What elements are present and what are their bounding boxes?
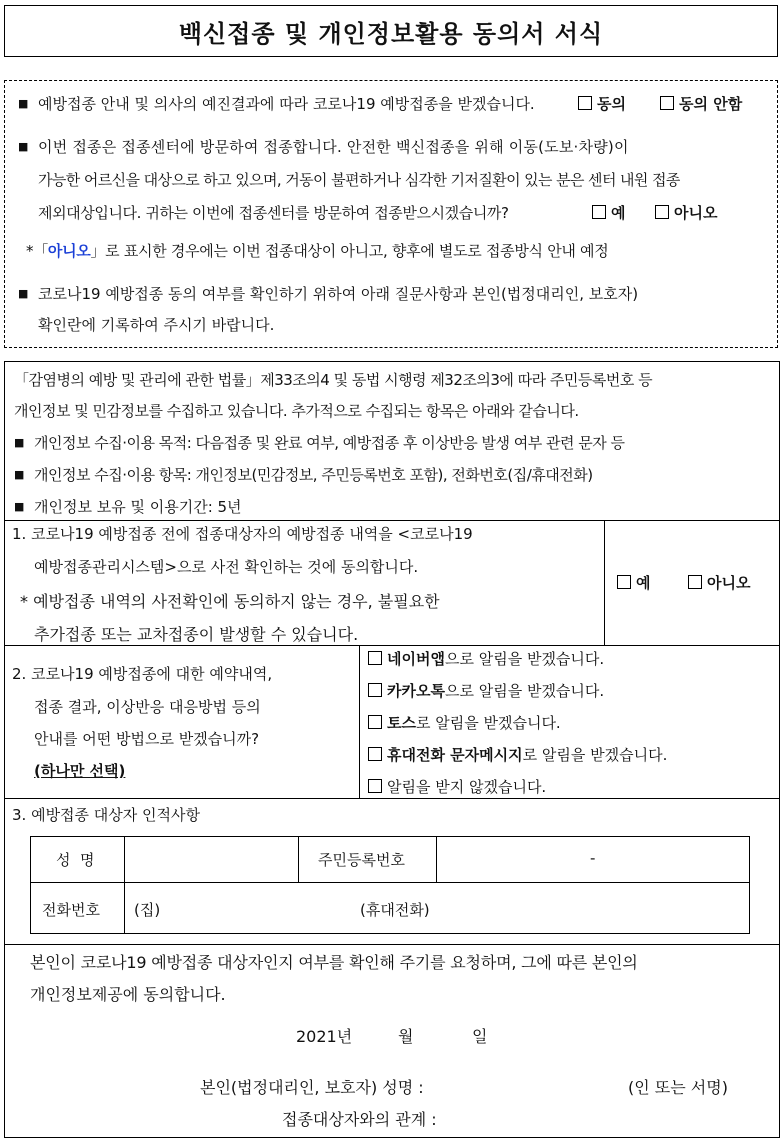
q3-heading: 3. 예방접종 대상자 인적사항	[12, 806, 201, 824]
q2-line2: 접종 결과, 이상반응 대응방법 등의	[34, 698, 261, 716]
privacy-bullet1: 개인정보 수집·이용 목적: 다음접종 및 완료 여부, 예방접종 후 이상반응 발생 여부 관련 문자 등	[34, 434, 625, 452]
q2-option-sms[interactable]: 휴대전화 문자메시지로 알림을 받겠습니다.	[368, 744, 667, 765]
rrn-dash: -	[590, 849, 596, 867]
checkbox-icon[interactable]	[368, 779, 382, 793]
divider	[298, 836, 299, 882]
bullet-icon: ■	[18, 140, 29, 153]
q1-line3: * 예방접종 내역의 사전확인에 동의하지 않는 경우, 불필요한	[20, 592, 440, 611]
checkbox-icon[interactable]	[368, 651, 382, 665]
mobile-phone-label: (휴대전화)	[360, 901, 430, 919]
visit-no-option[interactable]: 아니오	[655, 202, 717, 223]
privacy-intro2: 개인정보 및 민감정보를 수집하고 있습니다. 추가적으로 수집되는 항목은 아래와 같습니다.	[14, 402, 579, 420]
bullet-icon: ■	[18, 287, 29, 300]
q1-line2: 예방접종관리시스템>으로 사전 확인하는 것에 동의합니다.	[34, 558, 419, 576]
divider	[4, 944, 780, 945]
privacy-bullet2: 개인정보 수집·이용 항목: 개인정보(민감정보, 주민등록번호 포함), 전화번호(집/휴대전화)	[34, 466, 593, 484]
notice-line2a: 이번 접종은 접종센터에 방문하여 접종합니다. 안전한 백신접종을 위해 이동(도보·차량)이	[38, 138, 629, 156]
signature-label: 본인(법정대리인, 보호자) 성명 :	[200, 1078, 424, 1097]
signature-note: (인 또는 서명)	[628, 1078, 728, 1097]
checkbox-icon[interactable]	[368, 683, 382, 697]
q2-option-none[interactable]: 알림을 받지 않겠습니다.	[368, 776, 546, 797]
notice-line3b: 확인란에 기록하여 주시기 바랍니다.	[38, 316, 275, 334]
bullet-icon: ■	[14, 468, 25, 481]
divider	[30, 882, 750, 883]
q1-line4: 추가접종 또는 교차접종이 발생할 수 있습니다.	[34, 625, 359, 644]
divider	[4, 645, 780, 646]
divider	[436, 836, 437, 882]
q1-line1: 1. 코로나19 예방접종 전에 접종대상자의 예방접종 내역을 <코로나19	[12, 525, 473, 543]
q2-option-naver[interactable]: 네이버앱으로 알림을 받겠습니다.	[368, 648, 604, 669]
home-phone-label: (집)	[134, 901, 161, 919]
relation-label: 접종대상자와의 관계 :	[282, 1110, 437, 1129]
divider	[124, 836, 125, 934]
rrn-label: 주민등록번호	[318, 851, 405, 869]
checkbox-icon[interactable]	[368, 747, 382, 761]
consent-line2: 개인정보제공에 동의합니다.	[30, 985, 226, 1004]
checkbox-icon[interactable]	[368, 715, 382, 729]
privacy-intro1: 「감염병의 예방 및 관리에 관한 법률」제33조의4 및 동법 시행령 제32조의3에 따라 주민등록번호 등	[14, 371, 653, 389]
bullet-icon: ■	[14, 500, 25, 513]
checkbox-icon[interactable]	[655, 205, 669, 219]
name-label: 성 명	[56, 851, 95, 869]
phone-label: 전화번호	[42, 901, 100, 919]
checkbox-icon[interactable]	[578, 96, 592, 110]
notice-line2b: 가능한 어르신을 대상으로 하고 있으며, 거동이 불편하거나 심각한 기저질환이 있는 분은 센터 내원 접종	[38, 171, 680, 189]
q2-option-toss[interactable]: 토스로 알림을 받겠습니다.	[368, 712, 561, 733]
name-field[interactable]	[128, 838, 296, 880]
divider	[4, 798, 780, 799]
privacy-bullet3: 개인정보 보유 및 이용기간: 5년	[34, 498, 242, 516]
q2-line3: 안내를 어떤 방법으로 받겠습니까?	[34, 730, 260, 748]
checkbox-icon[interactable]	[660, 96, 674, 110]
q1-no-option[interactable]: 아니오	[688, 572, 750, 593]
bullet-icon: ■	[14, 436, 25, 449]
agree-option[interactable]: 동의	[578, 93, 626, 114]
q2-line1: 2. 코로나19 예방접종에 대한 예약내역,	[12, 665, 273, 683]
notice-line3a: 코로나19 예방접종 동의 여부를 확인하기 위하여 아래 질문사항과 본인(법정대리인, 보호자)	[38, 285, 639, 303]
divider	[359, 645, 360, 798]
checkbox-icon[interactable]	[592, 205, 606, 219]
consent-line1: 본인이 코로나19 예방접종 대상자인지 여부를 확인해 주기를 요청하며, 그에 따른 본인의	[30, 953, 638, 972]
date-day: 일	[472, 1027, 488, 1046]
checkbox-icon[interactable]	[688, 575, 702, 589]
disagree-option[interactable]: 동의 안함	[660, 93, 742, 114]
notice-note: *「아니오」로 표시한 경우에는 이번 접종대상이 아니고, 향후에 별도로 접종방식 안내 예정	[26, 242, 609, 260]
checkbox-icon[interactable]	[617, 575, 631, 589]
form-title: 백신접종 및 개인정보활용 동의서 서식	[4, 5, 778, 57]
bullet-icon: ■	[18, 97, 29, 110]
notice-line1: 예방접종 안내 및 의사의 예진결과에 따라 코로나19 예방접종을 받겠습니다.	[38, 95, 535, 113]
notice-line2c: 제외대상입니다. 귀하는 이번에 접종센터를 방문하여 접종받으시겠습니까?	[38, 204, 509, 222]
divider	[4, 520, 780, 521]
date-month: 월	[398, 1027, 414, 1046]
q1-yes-option[interactable]: 예	[617, 572, 651, 593]
date-year: 2021년	[296, 1027, 353, 1046]
divider	[604, 520, 605, 645]
q2-line4: (하나만 선택)	[34, 762, 126, 780]
visit-yes-option[interactable]: 예	[592, 202, 626, 223]
q2-option-kakao[interactable]: 카카오톡으로 알림을 받겠습니다.	[368, 680, 604, 701]
